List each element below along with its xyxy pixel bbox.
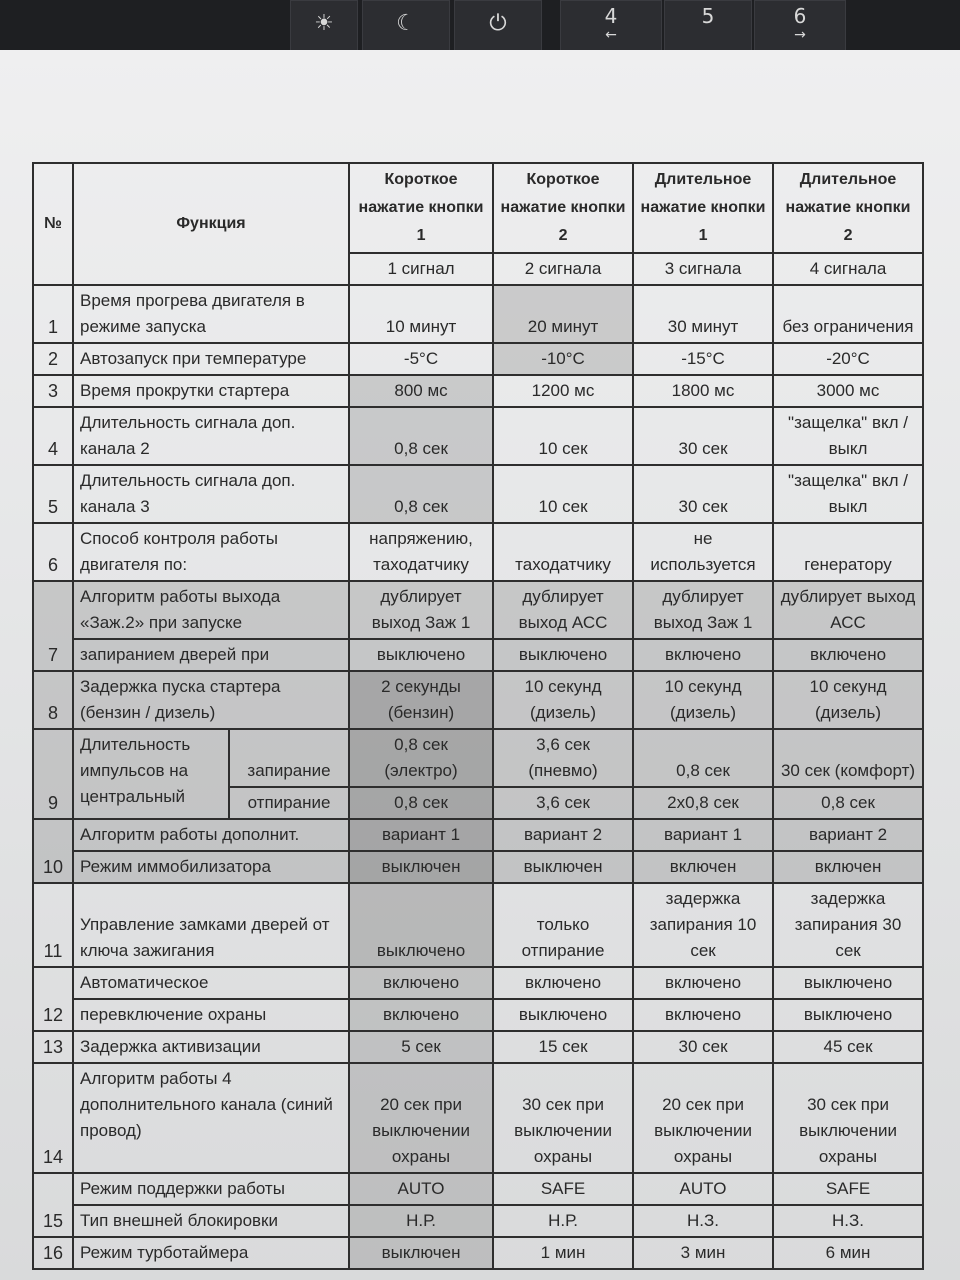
row-value: 10 сек (493, 407, 633, 465)
row-value: "защелка" вкл / выкл (773, 407, 923, 465)
row-function: Задержка активизации (73, 1031, 349, 1063)
row-value: 0,8 сек (633, 729, 773, 787)
table-row (33, 1205, 923, 1237)
row-value: 1800 мс (633, 375, 773, 407)
row-number: 2 (33, 343, 73, 375)
row-number: 7 (33, 581, 73, 671)
row-value: вариант 1 (349, 819, 493, 851)
header-num: № (33, 163, 73, 285)
table-row (33, 465, 923, 523)
table-row (33, 819, 923, 851)
power-icon: ⏻ (489, 11, 507, 36)
row-function: Алгоритм работы 4 дополнительного канала (синий провод) (73, 1063, 349, 1173)
row-value: напряжению, таходатчику (349, 523, 493, 581)
row-function: Способ контроля работы двигателя по: (73, 523, 349, 581)
row-value: Н.З. (773, 1205, 923, 1237)
row-value: 800 мс (349, 375, 493, 407)
row-function: Время прогрева двигателя в режиме запуска (73, 285, 349, 343)
header-col1: Короткое нажатие кнопки 1 (349, 163, 493, 253)
row-value: 30 сек (633, 1031, 773, 1063)
row-value: 0,8 сек (349, 787, 493, 819)
row-function: запиранием дверей при (73, 639, 349, 671)
row-value: 0,8 сек (электро) (349, 729, 493, 787)
table-row (33, 523, 923, 581)
row-value: выключено (493, 639, 633, 671)
table-row (33, 581, 923, 639)
row-value: 10 секунд (дизель) (773, 671, 923, 729)
brightness-up-icon: ☀ (314, 11, 334, 36)
row-function: Задержка пуска стартера (бензин / дизель) (73, 671, 349, 729)
row-value: Н.З. (633, 1205, 773, 1237)
row-value: 20 сек при выключении охраны (349, 1063, 493, 1173)
lock-label: запирание (229, 729, 349, 787)
row-number: 11 (33, 883, 73, 967)
row-value: включено (349, 967, 493, 999)
row-value: выключено (773, 999, 923, 1031)
row-value: выключен (493, 851, 633, 883)
row-function: перевключение охраны (73, 999, 349, 1031)
table-row (33, 729, 923, 787)
signal-3: 3 сигнала (633, 253, 773, 285)
row-number: 16 (33, 1237, 73, 1269)
table-row (33, 1031, 923, 1063)
row-value: -15°C (633, 343, 773, 375)
row-value: выключено (349, 639, 493, 671)
row-value: 1 мин (493, 1237, 633, 1269)
row-number: 10 (33, 819, 73, 883)
header-col4: Длительное нажатие кнопки 2 (773, 163, 923, 253)
row-number: 3 (33, 375, 73, 407)
row-value: 20 минут (493, 285, 633, 343)
row-value: включено (633, 999, 773, 1031)
row-value: 3,6 сек (493, 787, 633, 819)
row-function: Алгоритм работы выхода «Заж.2» при запуске (73, 581, 349, 639)
table-row (33, 1237, 923, 1269)
row-value: Н.Р. (493, 1205, 633, 1237)
row-function: Время прокрутки стартера (73, 375, 349, 407)
row-value: AUTO (349, 1173, 493, 1205)
row-value: 10 минут (349, 285, 493, 343)
key-5-label: 5 (701, 4, 715, 28)
header-function: Функция (73, 163, 349, 285)
table-row (33, 343, 923, 375)
row-value: таходатчику (493, 523, 633, 581)
row-value: дублирует выход Заж 1 (349, 581, 493, 639)
row-number: 4 (33, 407, 73, 465)
table-row (33, 671, 923, 729)
row-value: Н.Р. (349, 1205, 493, 1237)
row-function: Длительность сигнала доп. канала 3 (73, 465, 349, 523)
row-value: 3 мин (633, 1237, 773, 1269)
row-value: 30 минут (633, 285, 773, 343)
row-function: Управление замками дверей от ключа зажигания (73, 883, 349, 967)
row-function: Автозапуск при температуре (73, 343, 349, 375)
signal-4: 4 сигнала (773, 253, 923, 285)
row-value: не используется (633, 523, 773, 581)
row-value: AUTO (633, 1173, 773, 1205)
row-value: SAFE (773, 1173, 923, 1205)
row-number: 8 (33, 671, 73, 729)
row-value: включено (349, 999, 493, 1031)
key-4-label: 4 (604, 4, 618, 28)
row-value: -20°C (773, 343, 923, 375)
row-number: 9 (33, 729, 73, 819)
table-row (33, 999, 923, 1031)
row-function: Режим турботаймера (73, 1237, 349, 1269)
row-value: 30 сек (комфорт) (773, 729, 923, 787)
table-row (33, 851, 923, 883)
row-function: Режим поддержки работы (73, 1173, 349, 1205)
settings-table (32, 162, 924, 1270)
row-number: 14 (33, 1063, 73, 1173)
row-value: 45 сек (773, 1031, 923, 1063)
row-value: дублирует выход Заж 1 (633, 581, 773, 639)
header-col3: Длительное нажатие кнопки 1 (633, 163, 773, 253)
table-row (33, 883, 923, 967)
row-value: включено (633, 639, 773, 671)
table-row (33, 967, 923, 999)
row-number: 5 (33, 465, 73, 523)
key-6-label: 6 (793, 4, 807, 28)
row-number: 12 (33, 967, 73, 1031)
row-value: вариант 2 (773, 819, 923, 851)
row-value: дублирует выход АСС (773, 581, 923, 639)
row-value: 15 сек (493, 1031, 633, 1063)
row-value: задержка запирания 10 сек (633, 883, 773, 967)
row-value: "защелка" вкл / выкл (773, 465, 923, 523)
row-value: 20 сек при выключении охраны (633, 1063, 773, 1173)
row-value: 30 сек (633, 407, 773, 465)
row-value: вариант 2 (493, 819, 633, 851)
row-value: включено (493, 967, 633, 999)
row-value: включено (773, 639, 923, 671)
row-number: 15 (33, 1173, 73, 1237)
table-row (33, 1063, 923, 1173)
arrow-right-icon: → (794, 27, 806, 43)
row-value: -5°C (349, 343, 493, 375)
row-value: выключен (349, 851, 493, 883)
table-row (33, 375, 923, 407)
row-value: вариант 1 (633, 819, 773, 851)
row-value: 10 сек (493, 465, 633, 523)
row-value: 30 сек при выключении охраны (493, 1063, 633, 1173)
row-value: генератору (773, 523, 923, 581)
row-value: 5 сек (349, 1031, 493, 1063)
row-value: дублирует выход АСС (493, 581, 633, 639)
signal-1: 1 сигнал (349, 253, 493, 285)
row-value: 2 секунды (бензин) (349, 671, 493, 729)
table-row (33, 407, 923, 465)
row-value: задержка запирания 30 сек (773, 883, 923, 967)
row-function: Алгоритм работы дополнит. (73, 819, 349, 851)
row-value: выключен (349, 1237, 493, 1269)
row-value: выключено (493, 999, 633, 1031)
row-value: 10 секунд (дизель) (633, 671, 773, 729)
row-value: 30 сек (633, 465, 773, 523)
row-value: 3000 мс (773, 375, 923, 407)
table-row (33, 285, 923, 343)
table-row (33, 1173, 923, 1205)
row-value: 3,6 сек (пневмо) (493, 729, 633, 787)
row-value: включен (773, 851, 923, 883)
row-number: 1 (33, 285, 73, 343)
row-function: Режим иммобилизатора (73, 851, 349, 883)
row-value: 6 мин (773, 1237, 923, 1269)
sleep-moon-icon: ☾ (396, 11, 416, 36)
row-value: только отпирание (493, 883, 633, 967)
row-value: 1200 мс (493, 375, 633, 407)
row-value: без ограничения (773, 285, 923, 343)
row-number: 13 (33, 1031, 73, 1063)
row-value: 0,8 сек (773, 787, 923, 819)
row-number: 6 (33, 523, 73, 581)
signal-2: 2 сигнала (493, 253, 633, 285)
row-value: 0,8 сек (349, 465, 493, 523)
row-value: 30 сек при выключении охраны (773, 1063, 923, 1173)
header-col2: Короткое нажатие кнопки 2 (493, 163, 633, 253)
row-function: Тип внешней блокировки (73, 1205, 349, 1237)
row-value: 2х0,8 сек (633, 787, 773, 819)
row-value: 10 секунд (дизель) (493, 671, 633, 729)
arrow-left-icon: ← (605, 27, 617, 43)
row-value: SAFE (493, 1173, 633, 1205)
row-function: Длительность импульсов на центральный (73, 729, 229, 819)
row-value: выключено (349, 883, 493, 967)
row-value: 0,8 сек (349, 407, 493, 465)
row-value: выключено (773, 967, 923, 999)
row-function: Длительность сигнала доп. канала 2 (73, 407, 349, 465)
row-function: Автоматическое (73, 967, 349, 999)
row-value: включено (633, 967, 773, 999)
row-value: -10°C (493, 343, 633, 375)
table-row (33, 639, 923, 671)
row-value: включен (633, 851, 773, 883)
unlock-label: отпирание (229, 787, 349, 819)
